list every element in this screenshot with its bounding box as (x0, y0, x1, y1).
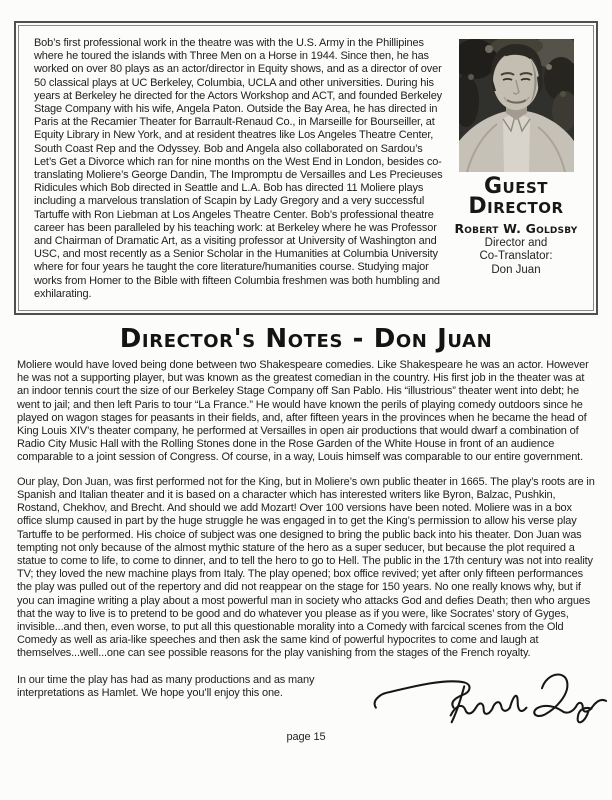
guest-director-role-line: Co-Translator: (479, 250, 553, 263)
guest-director-bio-box (14, 21, 598, 315)
guest-director-title (452, 174, 580, 220)
directors-notes-heading: Director's Notes - Don Juan (119, 324, 493, 355)
guest-director-photo (459, 39, 574, 172)
guest-director-role-line: Don Juan (491, 264, 541, 277)
notes-paragraph-1: Moliere would have loved being done between two Shakespeare comedies. Like Shakespeare he was an actor. However he was not a supporting player, but was known as the greatest comedian in the country. His first job in the theater was at an indoor tennis court the size of our Berkeley Stage Company off San Pablo. His “illustrious” theater went into debt; he went to jail; and then left Paris to tour “La France.” He would have known the perils of playing comedy outdoors since he played on wagon stages for peasants in their fields, and, after fifteen years in the provinces when he became the head of King Louis XIV’s theater company, he performed at Versailles in open air productions that would dwarf a combination of Radio City Music Hall with the Rolling Stones done in the Rose Garden of the White House in front of an audience comparable to a joint session of Congress. Of course, in a way, Louis himself was comparable to our entire government. (17, 359, 589, 464)
closing-row (17, 672, 595, 728)
signature-robert-goldsby (371, 666, 609, 728)
guest-director-photo-block (452, 37, 580, 278)
guest-director-title-line1: Guest (483, 174, 549, 199)
guest-director-role-line: Director and (484, 236, 548, 249)
notes-paragraph-2: Our play, Don Juan, was first performed not for the King, but in Moliere’s own public theater in 1665. The play’s roots are in Spanish and Italian theater and it is based on a character which has interested writers like Byron, Balzac, Pushkin, Rostand, Chekhov, and Brecht. And should we add Mozart! Over 100 versions have been noted. Moliere was in a box office slump caused in part by the huge struggle he was engaged in to get the King’s permission to allow his verse play Tartuffe to be performed. His choice of subject was one designed to bring the public back into his theater. Don Juan was tempting not only because of the almost mythic stature of the hero as a super seducer, but because the plot required a statue to come to life, to come to dinner, and to tell the hero to go to Hell. The public in the 17th century was not into reality TV; they loved the new machine plays from Italy. The play opened; box office revived; yet after only fifteen performances the play was pulled out of the repertory and did not reappear on the stage for 150 years. No one really knows why, but if you can imagine writing a play about a most powerful man in society who attacks God and defies Death; then who argues that the way to live is to pretend to be good and do whatever you please as if you were, like Socrates’ story of Gyges, invisible...and then, even worse, to put all this questionable morality into a Comedy with farcical scenes from the Old Comedy as well as aria-like speeches and then ask the same kind of powerful hypocrites to come and laugh at themselves...well...one can see possible reasons for the play vanishing from the stages of the French royalty. (17, 475, 595, 660)
page-number: page 15 (286, 730, 326, 743)
guest-director-title-line2: Director (468, 194, 564, 220)
guest-director-bio-text: Bob’s first professional work in the theatre was with the U.S. Army in the Phillipines where he toured the islands with Three Men on a Horse in 1944. Since then, he has worked on over 80 plays as an actor/director in Equity shows, and as a director of over 50 classical plays at UC Berkeley, Columbia, UCLA and other universities. During his years at Berkeley he directed for the Actors Workshop and ACT, and founded Berkeley Stage Company with his wife, Angela Paton. Outside the Bay Area, he has directed in Paris at the Recamier Theater for Barrault-Renaud Co., in Marseille for Bourseiller, at Equity Library in New York, and at resident theatres like Los Angeles Theatre Center, South Coast Rep and the Odyssey. Bob and Angela also collaborated on Sardou’s Let’s Get a Divorce which ran for nine months on the West End in London, besides co-translating Moliere’s George Dandin, The Impromptu de Versailles and Les Precieuses Ridicules which Bob directed in Seattle and L.A. Bob has directed 11 Moliere plays including a marvelous translation of Scapin by Lady Gregory and a very successful Tartuffe with Ron Liebman at Los Angeles Theatre Center. Bob’s professional theatre career has been paralleled by his teaching work: at Berkeley where he was Professor and Chairman of Dramatic Art, as a visiting professor at University of Washington and USC, and most recently as a Senior Scholar in the Humanities at Columbia University where for four years he taught the core literature/humanities course. Studying major works from Homer to the Bible with fifteen Columbia freshmen was both humbling and exhilarating. (34, 37, 443, 300)
notes-paragraph-3: In our time the play has had as many productions and as many interpretations as Hamlet. We hope you’ll enjoy this one. (17, 673, 315, 699)
guest-director-name: Robert W. Goldsby (454, 220, 578, 236)
bio-box-inner (18, 25, 594, 311)
